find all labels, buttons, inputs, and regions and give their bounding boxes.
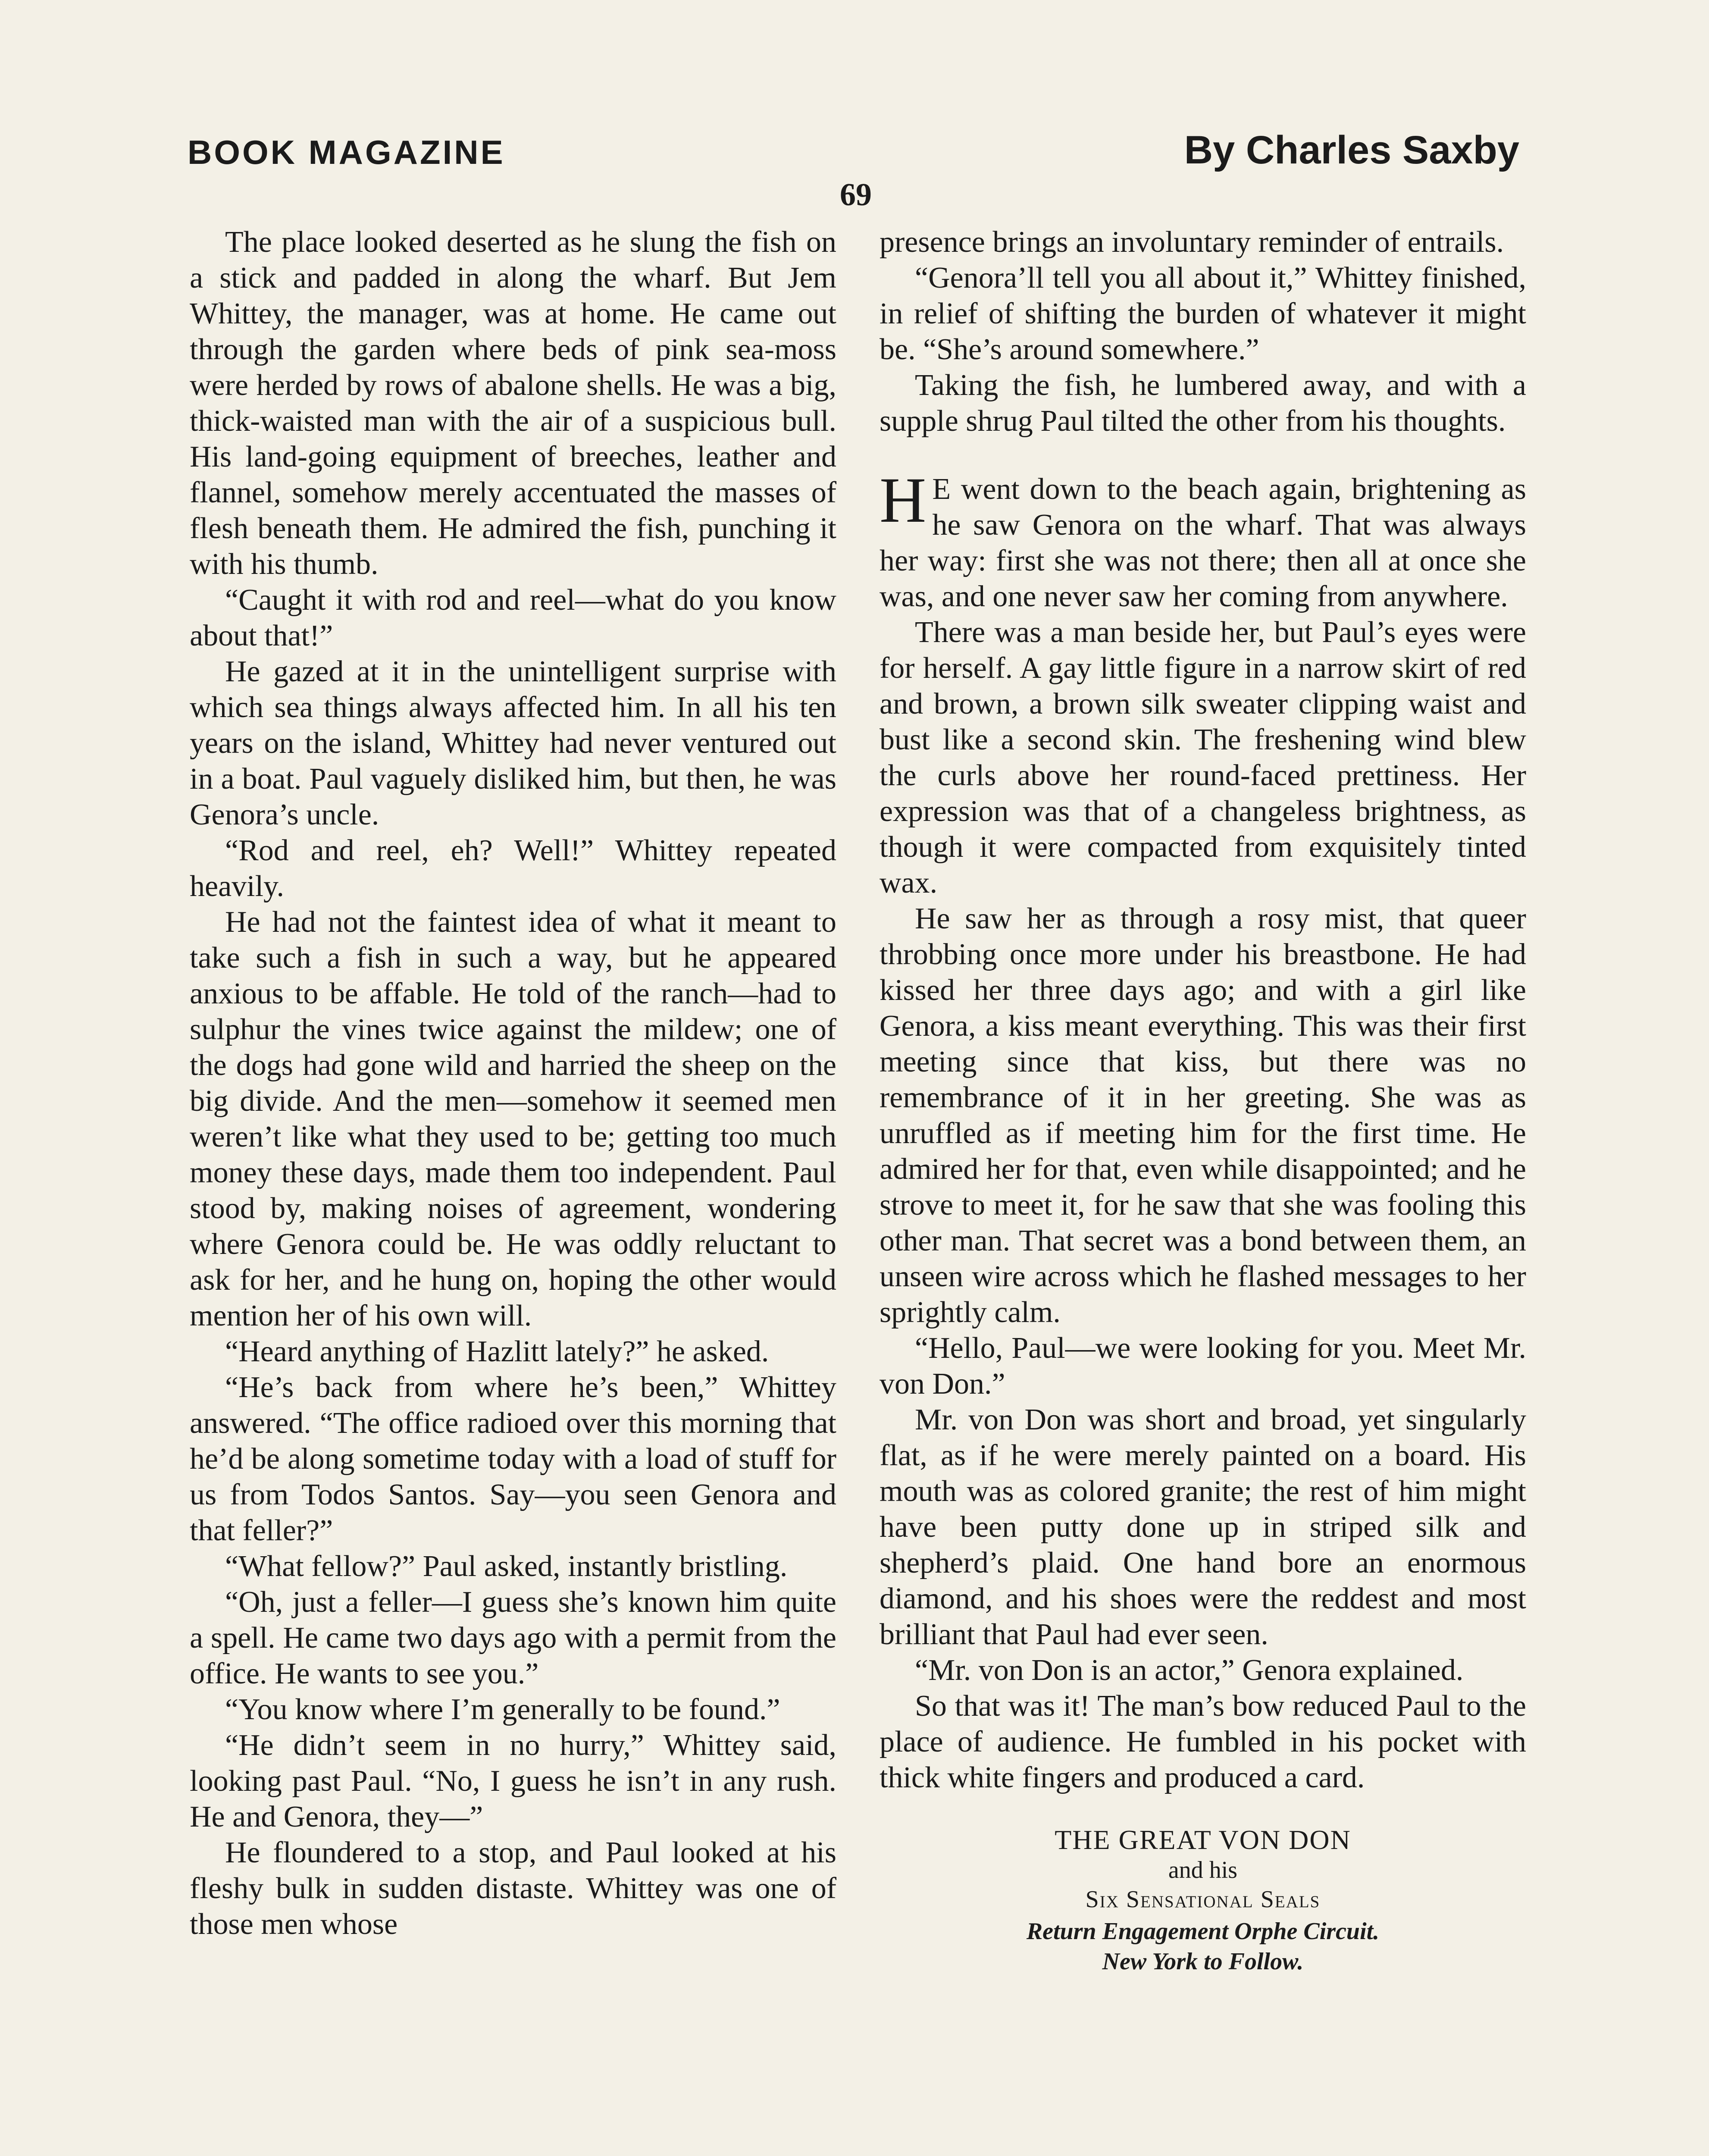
paragraph: He saw her as through a rosy mist, that queer throbbing once more under his breastbone. He had kissed her three days ago; and with a girl like Genora, a kiss meant everything. This was their first meeting since that kiss, but there was no remembrance of it in her greeting. She was as unruffled as if meeting him for the first time. He admired her for that, even while disappointed; and he strove to meet it, for he saw that she was fooling this other man. That secret was a bond between them, an unseen wire across which he flashed messages to her sprightly calm.: [880, 902, 1526, 1329]
magazine-title-header: BOOK MAGAZINE: [188, 133, 505, 171]
paragraph: He gazed at it in the unintelligent surprise with which sea things always affected him. In all his ten years on the island, Whittey had never ventured out in a boat. Paul vaguely disliked him, but then, he was Genora’s uncle.: [190, 655, 836, 831]
paragraph: Mr. von Don was short and broad, yet singularly flat, as if he were merely painted on a board. His mouth was as colored granite; the rest of him might have been putty done up in striped silk and shepherd’s plaid. One hand bore an enormous diamond, and his shoes were the reddest and most brilliant that Paul had ever seen.: [880, 1403, 1526, 1651]
paragraph: He floundered to a stop, and Paul looked at his fleshy bulk in sudden distaste. Whittey was one of those men whose: [190, 1836, 836, 1941]
continued-paragraph: presence brings an involuntary reminder of entrails.: [880, 226, 1504, 259]
paragraph: “Caught it with rod and reel—what do you know about that!”: [190, 583, 836, 652]
drop-cap: H: [880, 464, 926, 536]
card-follow: New York to Follow.: [1102, 1948, 1304, 1975]
right-text-column: [880, 224, 1526, 1977]
paragraph: Taking the fish, he lumbered away, and with a supple shrug Paul tilted the other from his thoughts.: [880, 369, 1526, 438]
paragraph: “What fellow?” Paul asked, instantly bristling.: [225, 1550, 788, 1583]
paragraph: “Hello, Paul—we were looking for you. Meet Mr. von Don.”: [880, 1332, 1526, 1401]
author-byline: By Charles Saxby: [1184, 128, 1519, 172]
paragraph: “Oh, just a feller—I guess she’s known him quite a spell. He came two days ago with a permit from the office. He wants to see you.”: [190, 1586, 836, 1690]
card-engagement: Return Engagement Orphe Circuit.: [1026, 1918, 1380, 1945]
paragraph: “You know where I’m generally to be found.”: [225, 1693, 780, 1726]
paragraph: “He didn’t seem in no hurry,” Whittey said, looking past Paul. “No, I guess he isn’t in any rush. He and Genora, they—”: [190, 1729, 836, 1833]
page-number: 69: [840, 177, 872, 213]
left-text-column: [190, 224, 836, 1942]
section-opening-paragraph: [880, 464, 1526, 614]
paragraph: The place looked deserted as he slung the fish on a stick and padded in along the wharf. But Jem Whittey, the manager, was at home. He came out through the garden where beds of pink sea-moss were herded by rows of abalone shells. He was a big, thick-waisted man with the air of a suspicious bull. His land-going equipment of breeches, leather and flannel, somehow merely accentuated the masses of flesh beneath them. He admired the fish, punching it with his thumb.: [190, 226, 836, 581]
paragraph: He had not the faintest idea of what it meant to take such a fish in such a way, but he appeared anxious to be affable. He told of the ranch—had to sulphur the vines twice against the mildew; one of the dogs had gone wild and harried the sheep on the big divide. And the men—somehow it seemed men weren’t like what they used to be; getting too much money these days, made them too independent. Paul stood by, making noises of agreement, wondering where Genora could be. He was oddly reluctant to ask for her, and he hung on, hoping the other would mention her of his own will.: [190, 906, 836, 1332]
paragraph: “Rod and reel, eh? Well!” Whittey repeated heavily.: [190, 834, 836, 903]
paragraph: “Mr. von Don is an actor,” Genora explained.: [915, 1654, 1464, 1687]
card-act: Six Sensational Seals: [1085, 1886, 1321, 1913]
paragraph: “He’s back from where he’s been,” Whittey answered. “The office radioed over this morning that he’d be along sometime today with a load of stuff for us from Todos Santos. Say—you seen Genora and that feller?”: [190, 1371, 836, 1547]
business-card: [880, 1822, 1526, 1977]
drop-cap-paragraph-text: E went down to the beach again, brightening as he saw Genora on the wharf. That was always her way: first she was not there; then all at once she was, and one never saw her coming from anywhere.: [880, 473, 1526, 613]
paragraph: “Heard anything of Hazlitt lately?” he asked.: [225, 1335, 769, 1368]
card-name: THE GREAT VON DON: [1055, 1824, 1351, 1855]
paragraph: So that was it! The man’s bow reduced Paul to the place of audience. He fumbled in his pocket with thick white fingers and produced a card.: [880, 1689, 1526, 1794]
paragraph: There was a man beside her, but Paul’s eyes were for herself. A gay little figure in a narrow skirt of red and brown, a brown silk sweater clipping waist and bust like a second skin. The freshening wind blew the curls above her round-faced prettiness. Her expression was that of a changeless brightness, as though it were compacted from exquisitely tinted wax.: [880, 616, 1526, 899]
card-and: and his: [1168, 1857, 1238, 1883]
paragraph: “Genora’ll tell you all about it,” Whittey finished, in relief of shifting the burden of whatever it might be. “She’s around somewhere.”: [880, 261, 1526, 366]
